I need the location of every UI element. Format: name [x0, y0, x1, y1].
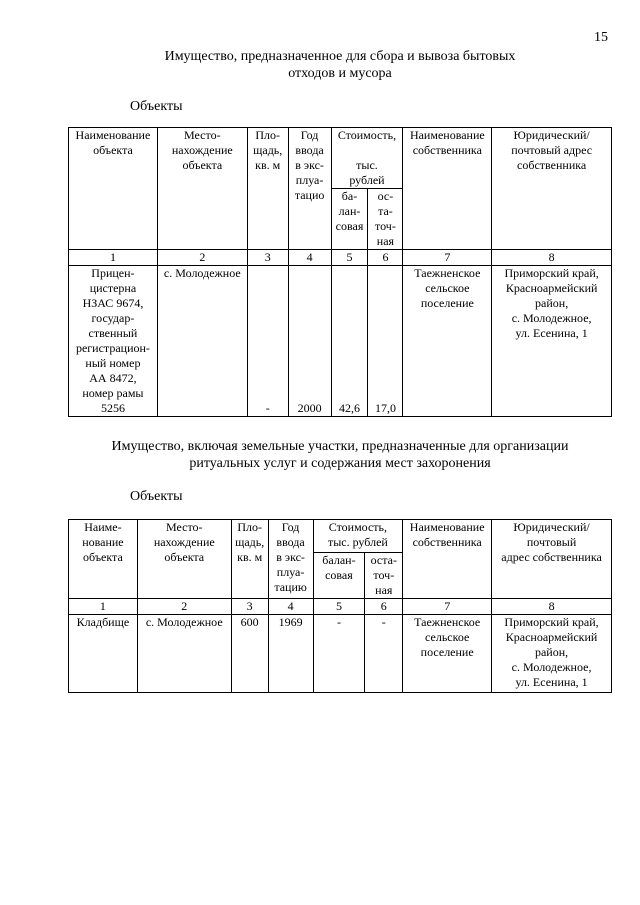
- cell-address: Приморский край, Красноармейский район, с. Молодежное, ул. Есенина, 1: [492, 615, 612, 693]
- column-number-row: 1 2 3 4 5 6 7 8: [69, 599, 612, 615]
- header-address: Юридический/ почтовый адрес собственника: [492, 128, 612, 250]
- header-cost-residual: ос- та- точ- ная: [368, 189, 403, 250]
- cell-object-name: Кладбище: [69, 615, 138, 693]
- cell-residual: -: [365, 615, 403, 693]
- header-year: Год ввода в экс- плуа- тацио: [288, 128, 331, 250]
- cell-address: Приморский край, Красноармейский район, с. Молодежное, ул. Есенина, 1: [492, 266, 612, 417]
- header-cost-balance: балан- совая: [313, 553, 365, 599]
- header-location: Место- нахождение объекта: [157, 128, 247, 250]
- header-cost-residual: оста- точ- ная: [365, 553, 403, 599]
- section1-subtitle: Объекты: [130, 99, 183, 114]
- cell-balance: 42,6: [331, 266, 368, 417]
- cell-location: с. Молодежное: [157, 266, 247, 417]
- header-object-name: Наиме- нование объекта: [69, 520, 138, 599]
- cell-owner: Таежненское сельское поселение: [403, 266, 492, 417]
- section1-table: [68, 127, 612, 417]
- section1-title: Имущество, предназначенное для сбора и вывоза бытовых отходов и мусора: [164, 49, 516, 81]
- cell-area: 600: [231, 615, 268, 693]
- cell-owner: Таежненское сельское поселение: [403, 615, 492, 693]
- cell-location: с. Молодежное: [137, 615, 231, 693]
- cell-residual: 17,0: [368, 266, 403, 417]
- cell-object-name: Прицен- цистерна НЗАС 9674, государ- ственный регистрацион- ный номер АА 8472, номер рамы 5256: [69, 266, 158, 417]
- cell-year: 2000: [288, 266, 331, 417]
- header-year: Год ввода в экс- плуа- тацию: [268, 520, 313, 599]
- header-cost-balance: ба- лан- совая: [331, 189, 368, 250]
- cell-area: -: [247, 266, 288, 417]
- header-cost: Стоимость, тыс. рублей: [331, 128, 403, 189]
- section2-title: Имущество, включая земельные участки, предназначенные для организации ритуальных услуг и содержания мест захоронения: [111, 439, 569, 471]
- section2-table: [68, 519, 612, 693]
- table-row: [69, 266, 612, 417]
- header-cost: Стоимость, тыс. рублей: [313, 520, 403, 553]
- page-number: 15: [594, 30, 608, 45]
- header-address: Юридический/ почтовый адрес собственника: [492, 520, 612, 599]
- table-row: [69, 615, 612, 693]
- header-area: Пло- щадь, кв. м: [247, 128, 288, 250]
- header-owner: Наименование собственника: [403, 520, 492, 599]
- header-area: Пло- щадь, кв. м: [231, 520, 268, 599]
- cell-balance: -: [313, 615, 365, 693]
- cell-year: 1969: [268, 615, 313, 693]
- header-object-name: Наименование объекта: [69, 128, 158, 250]
- section2-subtitle: Объекты: [130, 489, 183, 504]
- header-location: Место- нахождение объекта: [137, 520, 231, 599]
- header-owner: Наименование собственника: [403, 128, 492, 250]
- column-number-row: 1 2 3 4 5 6 7 8: [69, 250, 612, 266]
